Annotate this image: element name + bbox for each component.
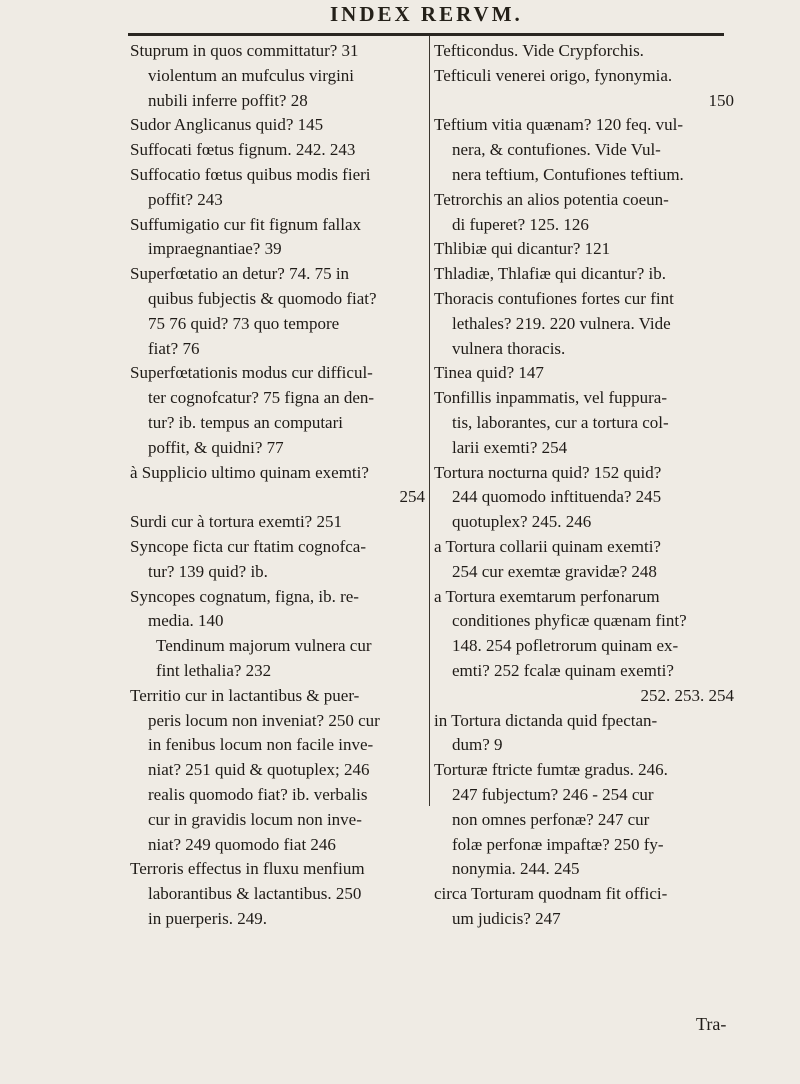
index-line: Suffumigatio cur fit fignum fallax [130, 214, 362, 234]
index-line: violentum an mufculus virgini [148, 65, 355, 85]
index-line: Thoracis contufiones fortes cur fint [434, 288, 674, 308]
index-line: ter cognofcatur? 75 figna an den- [148, 388, 375, 408]
index-line: nera, & contufiones. Vide Vul- [452, 140, 661, 160]
index-line: Stuprum in quos committatur? 31 [130, 41, 359, 60]
index-line: 244 quomodo inftituenda? 245 [452, 487, 662, 507]
header-rule [128, 33, 724, 36]
index-line: folæ perfonæ impaftæ? 250 fy- [452, 834, 664, 854]
index-line: poffit, & quidni? 77 [148, 437, 284, 457]
index-line: Tetrorchis an alios potentia coeun- [434, 189, 669, 209]
index-line: dum? 9 [452, 735, 503, 755]
index-line: laborantibus & lactantibus. 250 [148, 884, 362, 904]
index-line: realis quomodo fiat? ib. verbalis [148, 784, 368, 804]
index-line: um judicis? 247 [452, 908, 561, 928]
index-line: Territio cur in lactantibus & puer- [130, 685, 360, 705]
index-line: Thlibiæ qui dicantur? 121 [434, 239, 611, 259]
index-line: peris locum non inveniat? 250 cur [148, 710, 380, 730]
index-line: in puerperis. 249. [148, 908, 267, 928]
index-line: Torturæ ftricte fumtæ gradus. 246. [434, 760, 668, 780]
index-line: quibus fubjectis & quomodo fiat? [148, 288, 377, 308]
index-line: nubili inferre poffit? 28 [148, 90, 308, 110]
right-column [434, 39, 734, 932]
index-line: fint lethalia? 232 [156, 660, 272, 680]
index-line: Teftium vitia quænam? 120 feq. vul- [434, 115, 684, 135]
index-line: Tendinum majorum vulnera cur [156, 636, 372, 656]
index-line: a Tortura exemtarum perfonarum [434, 586, 660, 606]
index-line: impraegnantiae? 39 [148, 239, 282, 259]
index-line: 252. 253. 254 [640, 685, 734, 705]
index-line: larii exemti? 254 [452, 437, 568, 457]
index-line: a Tortura collarii quinam exemti? [434, 536, 661, 556]
index-line: niat? 249 quomodo fiat 246 [148, 834, 336, 854]
index-line: non omnes perfonæ? 247 cur [452, 809, 650, 829]
index-line: in fenibus locum non facile inve- [148, 735, 374, 755]
index-line: Superfœtationis modus cur difficul- [130, 363, 373, 383]
index-line: poffit? 243 [148, 189, 223, 209]
index-line: 150 [708, 90, 734, 110]
index-line: 75 76 quid? 73 quo tempore [148, 313, 340, 333]
index-line: 247 fubjectum? 246 - 254 cur [452, 784, 654, 804]
index-line: tis, laborantes, cur a tortura col- [452, 412, 669, 432]
index-line: Suffocati fœtus fignum. 242. 243 [130, 140, 356, 160]
left-column [130, 39, 425, 932]
index-line: Tefticondus. Vide Crypforchis. [434, 41, 644, 60]
index-line: Sudor Anglicanus quid? 145 [130, 115, 324, 135]
index-line: lethales? 219. 220 vulnera. Vide [452, 313, 671, 333]
catchword: Tra- [696, 1014, 727, 1034]
index-line: circa Torturam quodnam fit offici- [434, 884, 668, 904]
index-line: vulnera thoracis. [452, 338, 566, 358]
index-line: Thladiæ, Thlafiæ qui dicantur? ib. [434, 264, 666, 284]
index-line: Tonfillis inpammatis, vel fuppura- [434, 388, 667, 408]
index-line: media. 140 [148, 611, 224, 631]
index-line: Syncope ficta cur ftatim cognofca- [130, 536, 367, 556]
index-line: Terroris effectus in fluxu menfium [130, 859, 365, 879]
index-line: Suffocatio fœtus quibus modis fieri [130, 164, 371, 184]
index-line: di fuperet? 125. 126 [452, 214, 589, 234]
index-line: conditiones phyficæ quænam fint? [452, 611, 687, 631]
index-line: 148. 254 pofletrorum quinam ex- [452, 636, 679, 656]
index-line: tur? 139 quid? ib. [148, 561, 268, 581]
index-line: Tinea quid? 147 [434, 363, 544, 383]
index-line: fiat? 76 [148, 338, 200, 358]
index-line: quotuplex? 245. 246 [452, 512, 592, 532]
index-line: cur in gravidis locum non inve- [148, 809, 362, 829]
index-line: niat? 251 quid & quotuplex; 246 [148, 760, 370, 780]
index-line: Tefticuli venerei origo, fynonymia. [434, 65, 673, 85]
index-line: 254 cur exemtæ gravidæ? 248 [452, 561, 657, 581]
index-line: nonymia. 244. 245 [452, 859, 580, 879]
index-line: 254 [399, 487, 425, 507]
index-line: in Tortura dictanda quid fpectan- [434, 710, 658, 730]
column-divider [429, 36, 430, 806]
index-line: emti? 252 fcalæ quinam exemti? [452, 660, 674, 680]
index-line: tur? ib. tempus an computari [148, 412, 343, 432]
index-line: Syncopes cognatum, figna, ib. re- [130, 586, 359, 606]
index-line: Surdi cur à tortura exemti? 251 [130, 512, 342, 532]
index-line: à Supplicio ultimo quinam exemti? [130, 462, 369, 482]
index-line: Superfœtatio an detur? 74. 75 in [130, 264, 350, 284]
page-header: INDEX RERVM. [330, 2, 523, 26]
index-line: Tortura nocturna quid? 152 quid? [434, 462, 662, 482]
index-line: nera teftium, Contufiones teftium. [452, 164, 684, 184]
